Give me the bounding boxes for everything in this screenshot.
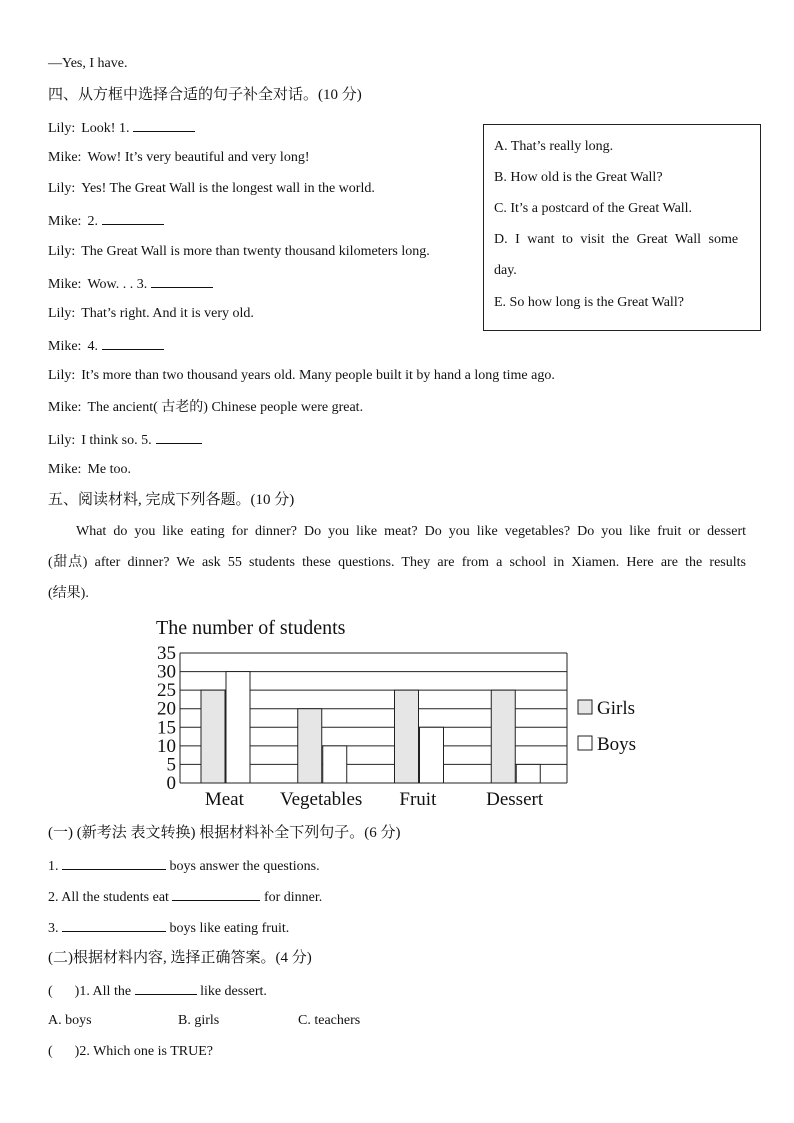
dialogue-line xyxy=(48,430,202,450)
dialogue-blank[interactable] xyxy=(133,118,195,132)
y-tick-label: 0 xyxy=(166,773,176,794)
dialogue-text: 2. xyxy=(87,214,98,229)
section4-heading: 四、从方框中选择合适的句子补全对话。(10 分) xyxy=(48,87,362,103)
speaker-label: Lily: xyxy=(48,121,76,136)
dialogue-line xyxy=(48,118,195,138)
dialogue-blank[interactable] xyxy=(102,211,164,225)
dialogue-text: Wow! It’s very beautiful and very long! xyxy=(87,150,310,165)
dialogue-text: Wow. . . 3. xyxy=(87,277,148,292)
y-tick-label: 20 xyxy=(157,698,176,720)
speaker-label: Lily: xyxy=(48,181,76,196)
speaker-label: Lily: xyxy=(48,244,76,259)
dialogue-text: It’s more than two thousand years old. Many people built it by hand a long time ago. xyxy=(81,368,555,383)
bar-boys-vegetables xyxy=(323,746,347,783)
bar-chart xyxy=(150,612,650,812)
option-c: C. It’s a postcard of the Great Wall. xyxy=(494,201,693,216)
legend-swatch xyxy=(578,700,592,714)
y-tick-label: 30 xyxy=(157,661,176,683)
dialogue-line xyxy=(48,336,164,356)
dialogue-line xyxy=(48,367,555,385)
dialogue-line xyxy=(48,461,131,479)
part1-item-2 xyxy=(48,887,322,907)
answer-blank-2[interactable] xyxy=(172,887,260,901)
y-tick-label: 5 xyxy=(166,754,176,776)
bar-boys-dessert xyxy=(516,764,540,783)
part1-item-1-num: 1. xyxy=(48,859,59,874)
q1-open-paren: ( xyxy=(48,984,53,999)
part1-item-2-text: 2. All the students eat xyxy=(48,890,169,905)
speaker-label: Mike: xyxy=(48,339,82,354)
legend-label: Boys xyxy=(597,734,637,755)
legend-label: Girls xyxy=(597,698,635,719)
dialogue-text: 4. xyxy=(87,339,98,354)
x-tick-label: Vegetables xyxy=(279,789,363,810)
chart-title: The number of students xyxy=(156,617,346,639)
part1-item-3-text: boys like eating fruit. xyxy=(169,921,290,936)
dialogue-text: Look! 1. xyxy=(81,121,130,136)
speaker-label: Mike: xyxy=(48,150,82,165)
part1-heading: (一) (新考法 表文转换) 根据材料补全下列句子。(6 分) xyxy=(48,825,401,841)
answer-blank-1[interactable] xyxy=(62,856,166,870)
option-d: D. I want to visit the Great Wall some xyxy=(494,232,739,247)
speaker-label: Lily: xyxy=(48,433,76,448)
dialogue-text: The ancient( 古老的) Chinese people were great. xyxy=(87,400,364,415)
speaker-label: Lily: xyxy=(48,306,76,321)
dialogue-line xyxy=(48,305,254,323)
q1-blank[interactable] xyxy=(135,981,197,995)
part2-heading: (二)根据材料内容, 选择正确答案。(4 分) xyxy=(48,950,312,966)
part1-item-1-text: boys answer the questions. xyxy=(169,859,320,874)
y-tick-label: 25 xyxy=(157,680,176,702)
section5-heading: 五、阅读材料, 完成下列各题。(10 分) xyxy=(48,492,295,508)
q1-option-c: C. teachers xyxy=(298,1013,361,1028)
q2-text: )2. Which one is TRUE? xyxy=(74,1044,213,1059)
part1-item-3 xyxy=(48,918,289,938)
mc-question-2 xyxy=(48,1043,213,1061)
q1-option-b: B. girls xyxy=(178,1013,220,1028)
speaker-label: Mike: xyxy=(48,277,82,292)
x-tick-label: Fruit xyxy=(399,789,437,810)
answer-blank-3[interactable] xyxy=(62,918,166,932)
bar-girls-meat xyxy=(201,690,225,783)
legend-swatch xyxy=(578,736,592,750)
dialogue-blank[interactable] xyxy=(151,274,213,288)
speaker-label: Lily: xyxy=(48,368,76,383)
dialogue-text: That’s right. And it is very old. xyxy=(81,306,254,321)
dialogue-line xyxy=(48,243,430,261)
dialogue-blank[interactable] xyxy=(102,336,164,350)
option-d-cont: day. xyxy=(494,263,517,278)
mc-question-1 xyxy=(48,981,267,1001)
dialogue-line xyxy=(48,180,375,198)
part1-item-1 xyxy=(48,856,320,876)
y-tick-label: 10 xyxy=(157,735,176,757)
dialogue-blank[interactable] xyxy=(156,430,202,444)
bar-girls-vegetables xyxy=(298,709,322,783)
dialogue-text: Yes! The Great Wall is the longest wall in the world. xyxy=(81,181,375,196)
y-tick-label: 35 xyxy=(157,643,176,664)
dialogue-text: Me too. xyxy=(87,462,132,477)
speaker-label: Mike: xyxy=(48,462,82,477)
bar-girls-dessert xyxy=(491,690,515,783)
reading-passage: What do you like eating for dinner? Do you like meat? Do you like vegetables? Do you like fruit or dessert (甜点) after dinner? We ask 55 students these questions. They are from a school in Xiamen. Here are the results (结果). xyxy=(48,524,746,601)
bar-girls-fruit xyxy=(395,690,419,783)
part1-item-2-after: for dinner. xyxy=(263,890,323,905)
top-answer: —Yes, I have. xyxy=(48,56,128,71)
q1-option-a: A. boys xyxy=(48,1013,92,1028)
option-a: A. That’s really long. xyxy=(494,139,614,154)
y-tick-label: 15 xyxy=(157,717,176,739)
q1-text: )1. All the xyxy=(74,984,132,999)
options-box xyxy=(483,124,761,331)
x-tick-label: Dessert xyxy=(486,789,544,810)
dialogue-line xyxy=(48,149,309,167)
dialogue-text: The Great Wall is more than twenty thousand kilometers long. xyxy=(81,244,430,259)
dialogue-line xyxy=(48,211,164,231)
q1-after: like dessert. xyxy=(200,984,267,999)
q2-open-paren: ( xyxy=(48,1044,53,1059)
dialogue-line xyxy=(48,399,363,417)
part1-item-3-num: 3. xyxy=(48,921,59,936)
dialogue-text: I think so. 5. xyxy=(81,433,152,448)
option-e: E. So how long is the Great Wall? xyxy=(494,295,684,310)
dialogue-line xyxy=(48,274,213,294)
speaker-label: Mike: xyxy=(48,214,82,229)
x-tick-label: Meat xyxy=(204,789,244,810)
bar-boys-meat xyxy=(226,672,250,783)
option-b: B. How old is the Great Wall? xyxy=(494,170,663,185)
speaker-label: Mike: xyxy=(48,400,82,415)
bar-boys-fruit xyxy=(420,727,444,783)
